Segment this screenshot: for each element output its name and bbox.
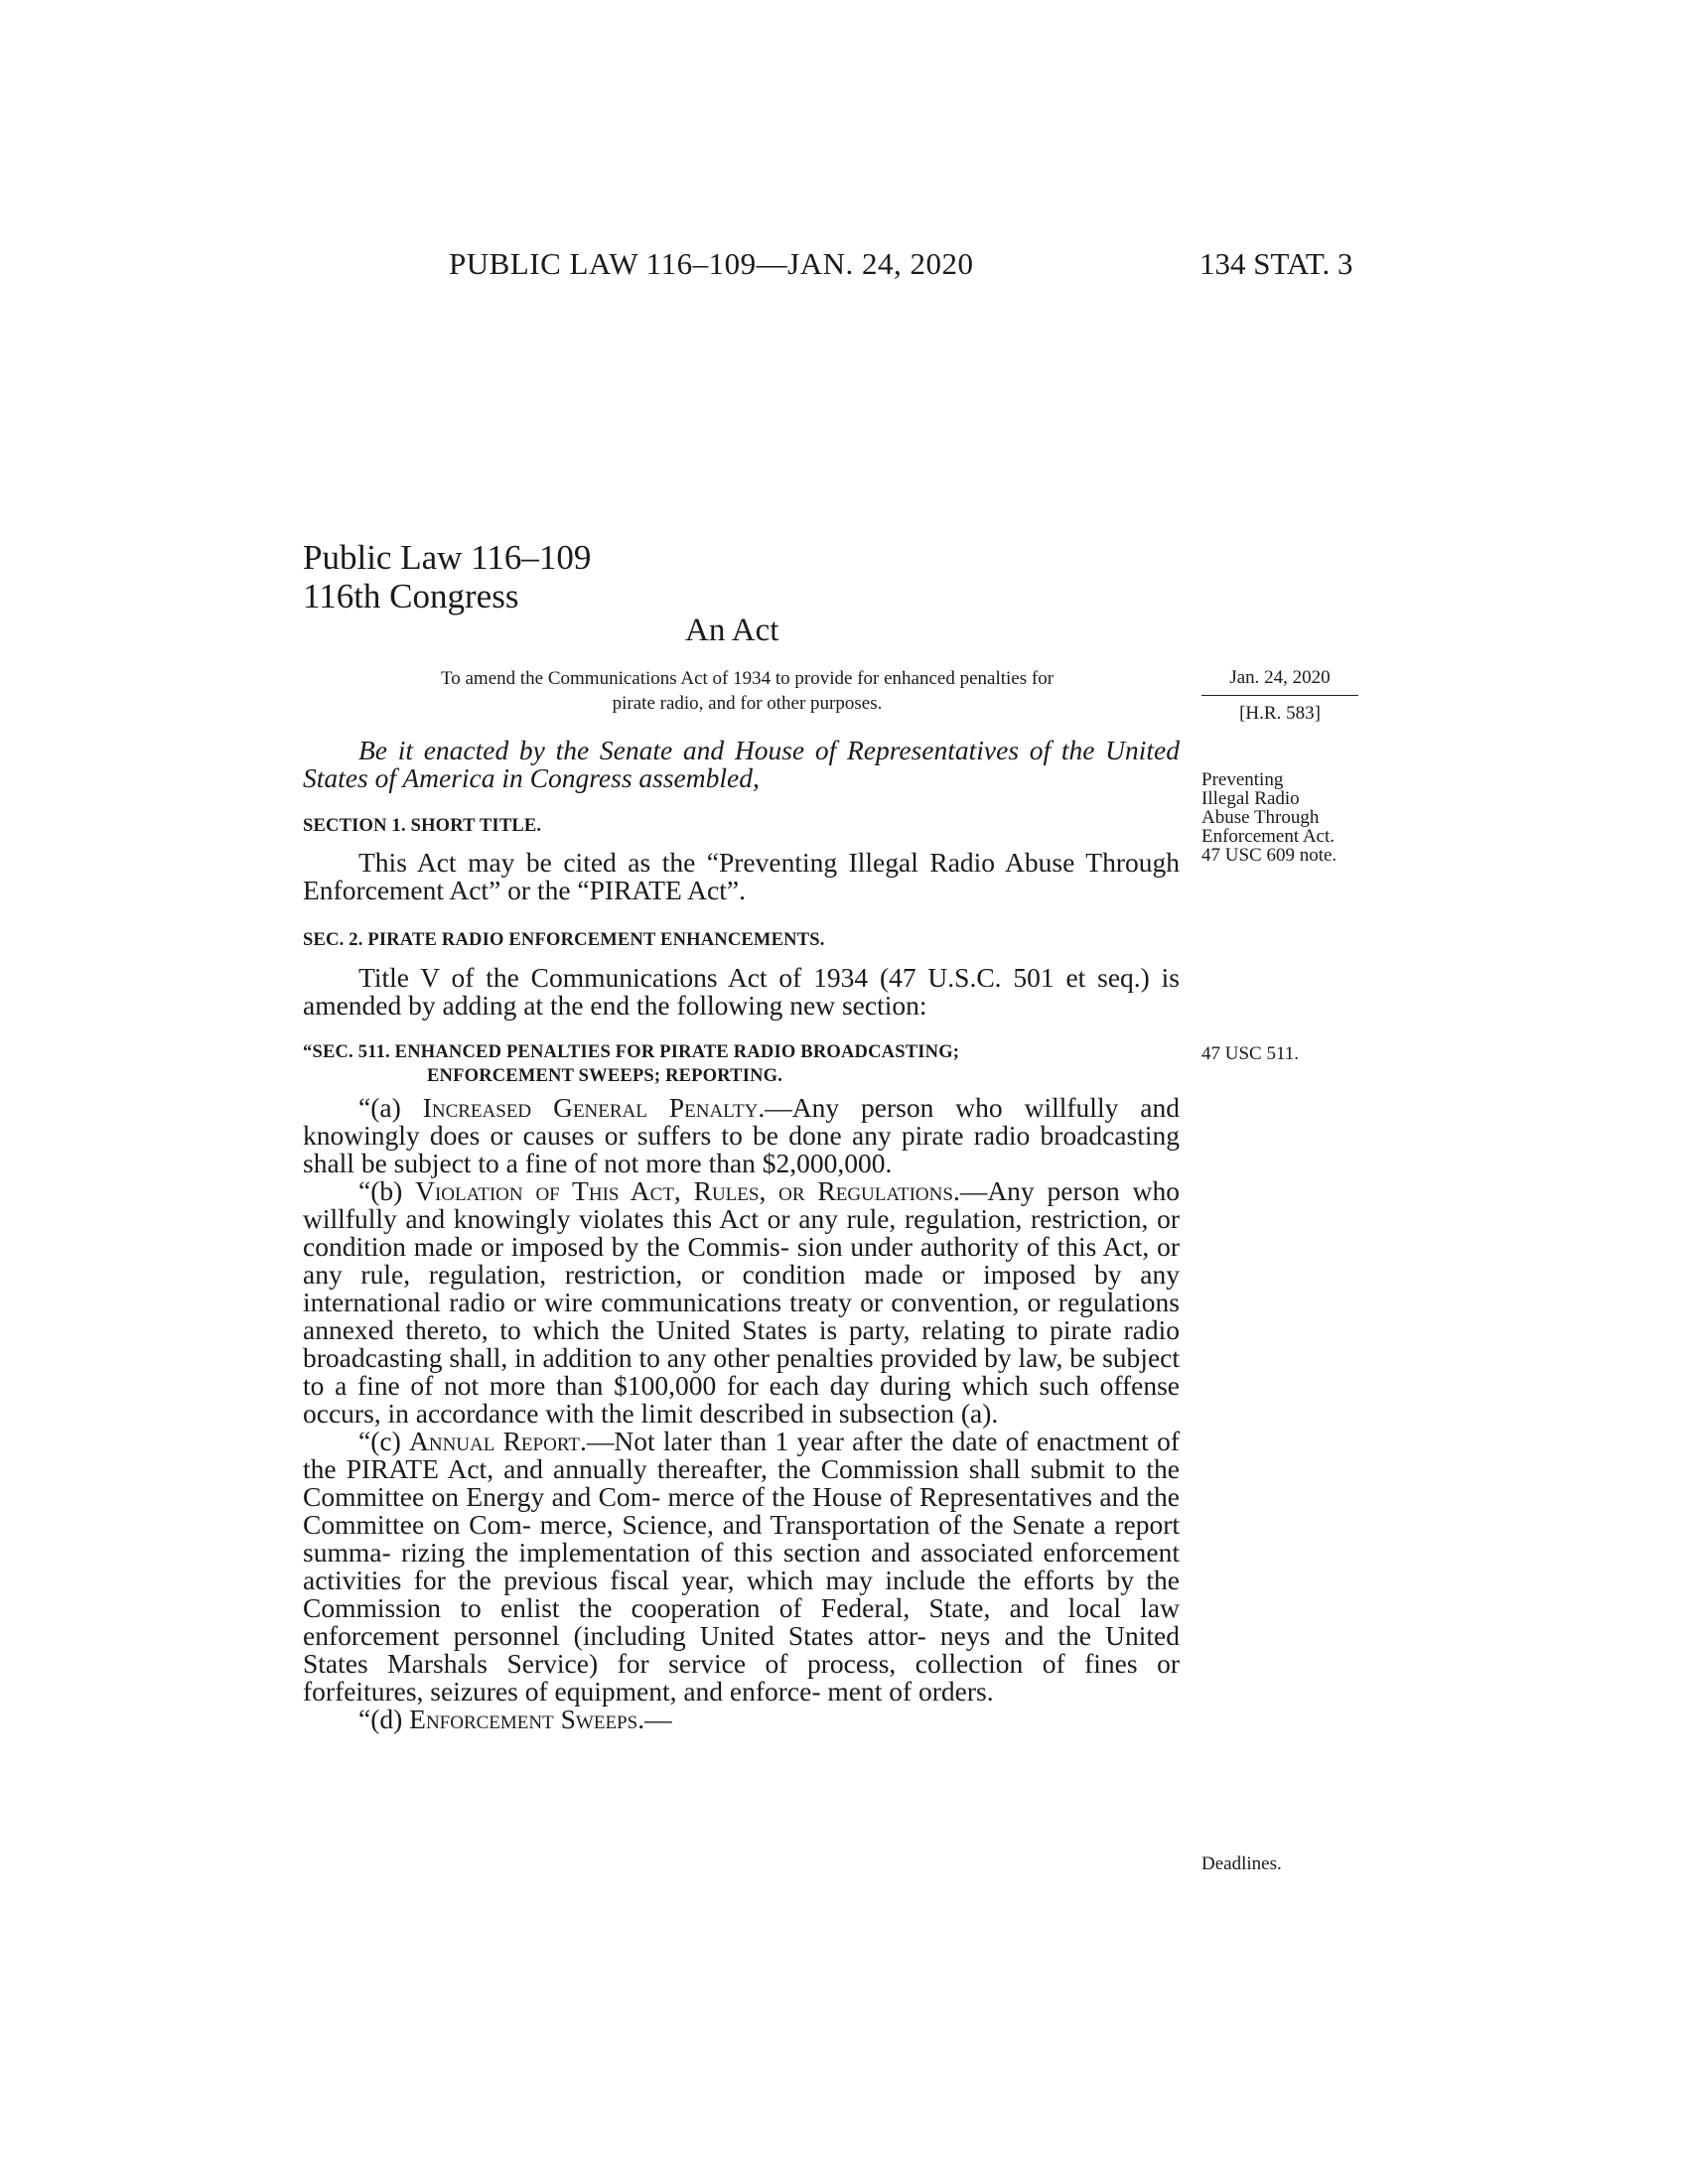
margin-note-line: Preventing	[1201, 769, 1284, 790]
subsection-c-label: “(c)	[358, 1426, 409, 1456]
page-stat: 134 STAT. 3	[1199, 246, 1353, 281]
date-divider	[1201, 695, 1358, 696]
margin-note-short-title	[1201, 770, 1380, 865]
running-head: PUBLIC LAW 116–109—JAN. 24, 2020	[449, 246, 974, 281]
bill-number: [H.R. 583]	[1239, 703, 1321, 724]
act-heading: An Act	[685, 613, 779, 648]
enacting-clause: Be it enacted by the Senate and House of Representatives of the United States of America in Congress assembled,	[303, 735, 1180, 793]
subsection-d	[303, 1706, 1180, 1733]
subsection-d-heading: Enforcement Sweeps	[409, 1704, 638, 1734]
margin-note-line: Enforcement Act.	[1201, 826, 1336, 847]
subsection-a-text: .—Any person who willfully and knowingly does or causes or suffers to be done any pirate radio broadcasting shall be subject to a fine of not more than $2,000,000.	[303, 1092, 1180, 1178]
section-2-text: Title V of the Communications Act of 1934 (47 U.S.C. 501 et seq.) is amended by adding at the end the following new section:	[303, 962, 1180, 1021]
subsection-a	[303, 1094, 1180, 1177]
subsection-b-label: “(b)	[358, 1175, 416, 1206]
subsection-a-heading: Increased General Penalty	[422, 1092, 759, 1123]
section-511-body	[303, 1094, 1180, 1733]
subsection-a-label: “(a)	[358, 1092, 423, 1123]
section-2-heading: SEC. 2. PIRATE RADIO ENFORCEMENT ENHANCEMENTS.	[303, 930, 825, 950]
subsection-b	[303, 1177, 1180, 1428]
subsection-c-heading: Annual Report	[408, 1426, 580, 1456]
section-511-heading-line-2: ENFORCEMENT SWEEPS; REPORTING.	[427, 1066, 783, 1086]
section-511-heading	[303, 1040, 1180, 1088]
subsection-d-text: .—	[637, 1704, 672, 1734]
purpose-line-2: pirate radio, and for other purposes.	[612, 693, 883, 714]
section-1-heading: SECTION 1. SHORT TITLE.	[303, 816, 542, 836]
public-law-number: Public Law 116–109	[303, 538, 592, 577]
margin-note-deadlines: Deadlines.	[1201, 1853, 1282, 1874]
purpose-statement	[328, 666, 1167, 716]
margin-note-line: 47 USC 609 note.	[1201, 845, 1337, 866]
subsection-c	[303, 1428, 1180, 1706]
subsection-c-text: .—Not later than 1 year after the date of enactment of the PIRATE Act, and annually thereafter, the Commission shall submit to the Committee on Energy and Com- merce of the House of Representatives and the Committee on Com- merce, Science, and Transportation of the Senate a report summa- rizing the implementation of this section and associated enforcement activities for the previous fiscal year, which may include the efforts by the Commission to enlist the cooperation of Federal, State, and local law enforcement personnel (including United States attor- neys and the United States Marshals Service) for service of process, collection of fines or forfeitures, seizures of equipment, and enforce- ment of orders.	[303, 1426, 1180, 1706]
margin-note-usc-511: 47 USC 511.	[1201, 1043, 1300, 1064]
subsection-b-heading: Violation of This Act, Rules, or Regulations	[415, 1175, 953, 1206]
purpose-line-1: To amend the Communications Act of 1934 to provide for enhanced penalties for	[440, 668, 1055, 689]
subsection-b-text: .—Any person who willfully and knowingly violates this Act or any rule, regulation, restriction, or condition made or imposed by the Commis- sion under authority of this Act, or any rule, regulation, restriction, or condition made or imposed by any international radio or wire communications treaty or convention, or regulations annexed thereto, to which the United States is party, relating to pirate radio broadcasting shall, in addition to any other penalties provided by law, be subject to a fine of not more than $100,000 for each day during which such offense occurs, in accordance with the limit described in subsection (a).	[303, 1175, 1180, 1429]
enactment-date: Jan. 24, 2020	[1229, 667, 1331, 688]
subsection-d-label: “(d)	[358, 1704, 410, 1734]
margin-note-line: Abuse Through	[1201, 807, 1320, 828]
section-511-heading-line-1: “SEC. 511. ENHANCED PENALTIES FOR PIRATE RADIO BROADCASTING;	[303, 1042, 960, 1062]
congress-label: 116th Congress	[303, 577, 519, 615]
section-1-text: This Act may be cited as the “Preventing Illegal Radio Abuse Through Enforcement Act” or the “PIRATE Act”.	[303, 847, 1180, 905]
margin-note-line: Illegal Radio	[1201, 788, 1300, 809]
